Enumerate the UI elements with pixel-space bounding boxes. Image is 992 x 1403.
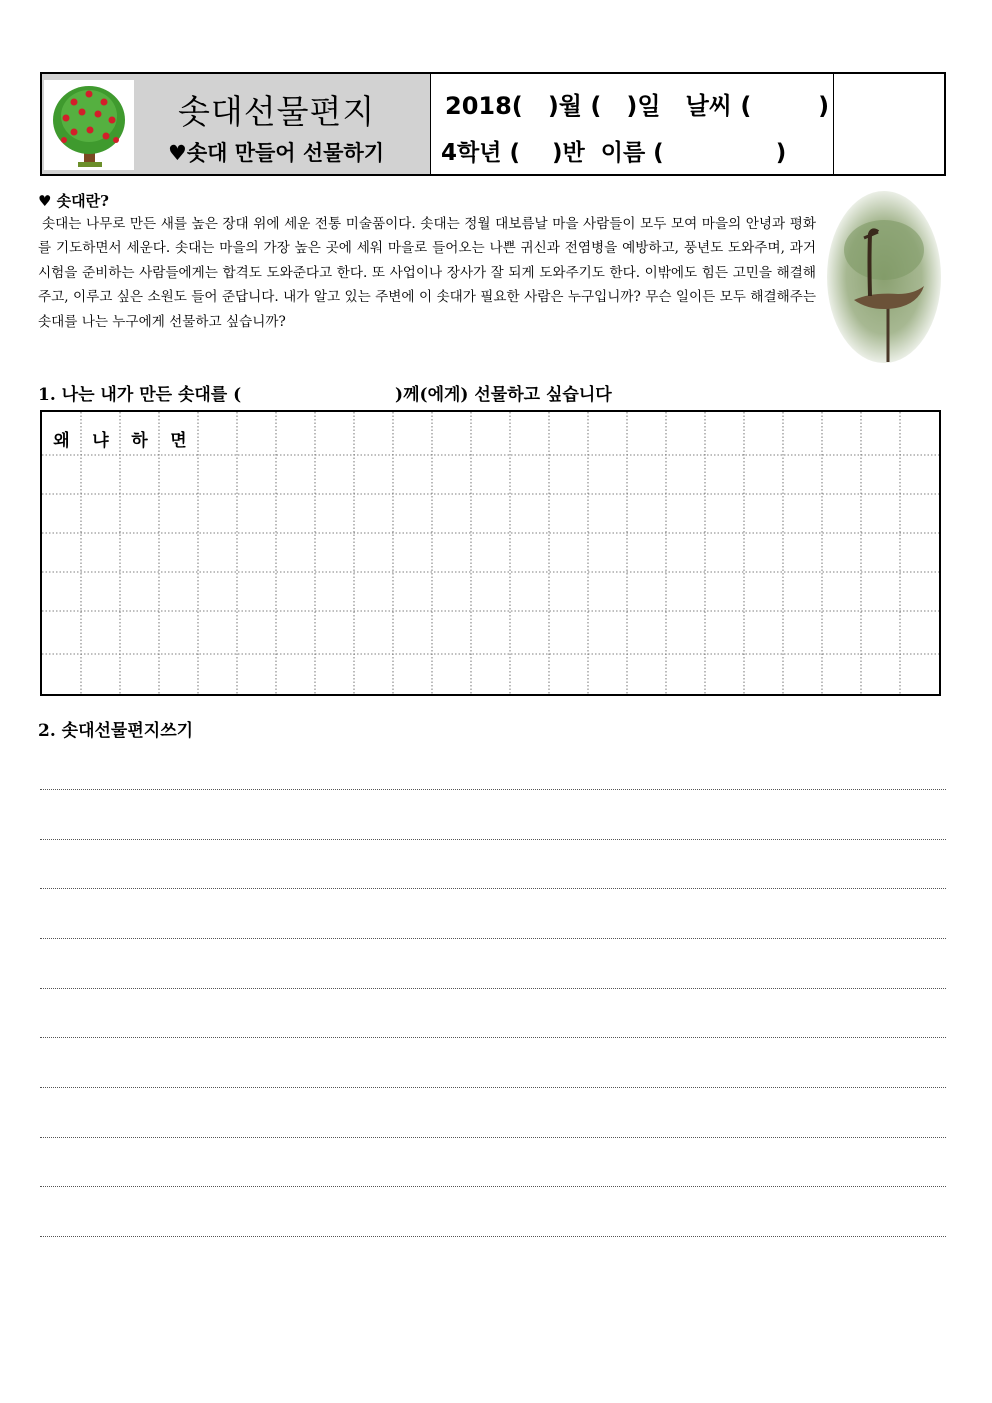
- date-weather-field[interactable]: 2018( )월 ( )일 날씨 ( ): [445, 92, 830, 120]
- writing-line[interactable]: [40, 839, 946, 840]
- intro-heading: ♥ 솟대란?: [38, 192, 109, 210]
- writing-line[interactable]: [40, 988, 946, 989]
- answer-grid[interactable]: [40, 410, 941, 696]
- grid-char: 냐: [92, 431, 109, 451]
- header-title-cell: [42, 74, 431, 174]
- header-info-cell: [431, 74, 834, 174]
- grid-char: 하: [131, 431, 148, 451]
- question-2: 2. 솟대선물편지쓰기: [38, 721, 194, 741]
- writing-line[interactable]: [40, 1087, 946, 1088]
- page-subtitle: ♥솟대 만들어 선물하기: [168, 140, 385, 165]
- writing-line[interactable]: [40, 1137, 946, 1138]
- writing-line[interactable]: [40, 1186, 946, 1187]
- writing-line[interactable]: [40, 1236, 946, 1237]
- grid-char: 면: [170, 431, 187, 451]
- apple-tree-icon: [44, 80, 134, 170]
- intro-text: 솟대는 나무로 만든 새를 높은 장대 위에 세운 전통 미술품이다. 솟대는 정월 대보름날 마을 사람들이 모두 모여 마을의 안녕과 평화를 기도하면서 세운다. 솟대는 마을의 가장 높은 곳에 세워 마을로 들어오는 나쁜 귀신과 전염병을 예방하고, 풍년도 도와주며, 과거시험을 준비하는 사람들에게는 합격도 도와준다고 한다. 또 사업이나 장사가 잘 되게 도와주기도 한다. 이밖에도 힘든 고민을 해결해주고, 이루고 싶은 소원도 들어 준답니다. 내가 알고 있는 주변에 이 솟대가 필요한 사람은 누구입니까? 무슨 일이든 모두 해결해주는 솟대를 나는 누구에게 선물하고 싶습니까?: [38, 216, 816, 330]
- writing-line[interactable]: [40, 1037, 946, 1038]
- header-empty-cell: [834, 74, 944, 174]
- writing-line[interactable]: [40, 888, 946, 889]
- writing-line[interactable]: [40, 789, 946, 790]
- grid-char: 왜: [53, 431, 70, 451]
- page-title: 솟대선물편지: [178, 92, 376, 131]
- question-1: 1. 나는 내가 만든 솟대를 ( )께(에게) 선물하고 싶습니다: [38, 385, 612, 405]
- class-name-field[interactable]: 4학년 ( )반 이름 ( ): [441, 140, 787, 166]
- writing-line[interactable]: [40, 938, 946, 939]
- worksheet-header: [40, 72, 946, 176]
- sotdae-photo: [826, 190, 942, 364]
